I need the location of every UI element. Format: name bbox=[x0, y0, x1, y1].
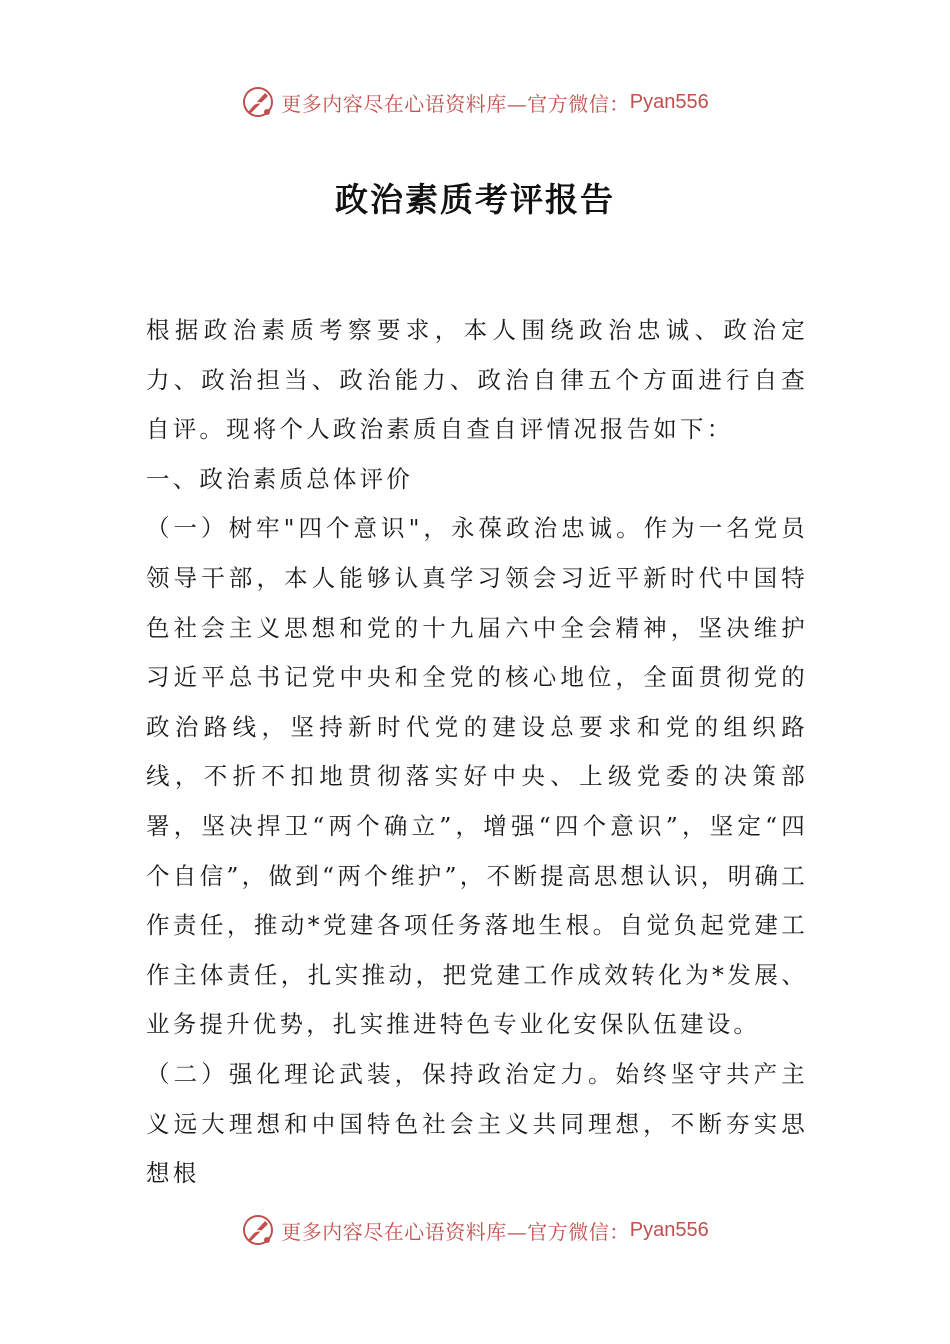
quill-logo-icon bbox=[241, 1213, 275, 1247]
document-body bbox=[146, 306, 808, 1199]
banner-contact: Pyan556 bbox=[629, 90, 709, 113]
footer-watermark-banner bbox=[0, 1210, 950, 1250]
banner-contact: Pyan556 bbox=[629, 1218, 709, 1241]
paragraph-intro: 根据政治素质考察要求，本人围绕政治忠诚、政治定力、政治担当、政治能力、政治自律五个方面进行自查自评。现将个人政治素质自查自评情况报告如下： bbox=[146, 316, 808, 444]
header-watermark-banner bbox=[0, 82, 950, 122]
banner-text: 更多内容尽在心语资料库—官方微信： bbox=[281, 1219, 630, 1244]
document-title: 政治素质考评报告 bbox=[335, 180, 615, 219]
paragraph-section-1-1: （一）树牢"四个意识"，永葆政治忠诚。作为一名党员领导干部，本人能够认真学习领会习近平新时代中国特色社会主义思想和党的十九届六中全会精神，坚决维护习近平总书记党中央和全党的核心地位，全面贯彻党的政治路线，坚持新时代党的建设总要求和党的组织路线，不折不扣地贯彻落实好中央、上级党委的决策部署，坚决捍卫“两个确立”，增强“四个意识”，坚定“四个自信”，做到“两个维护”，不断提高思想认识，明确工作责任，推动*党建各项任务落地生根。自觉负起党建工作主体责任，扎实推动，把党建工作成效转化为*发展、业务提升优势，扎实推进特色专业化安保队伍建设。 bbox=[146, 514, 808, 1039]
section-heading-1: 一、政治素质总体评价 bbox=[146, 464, 413, 493]
banner-text: 更多内容尽在心语资料库—官方微信： bbox=[281, 91, 630, 116]
paragraph-section-1-2: （二）强化理论武装，保持政治定力。始终坚守共产主义远大理想和中国特色社会主义共同理想，不断夯实思想根 bbox=[146, 1059, 808, 1188]
quill-logo-icon bbox=[241, 85, 275, 119]
